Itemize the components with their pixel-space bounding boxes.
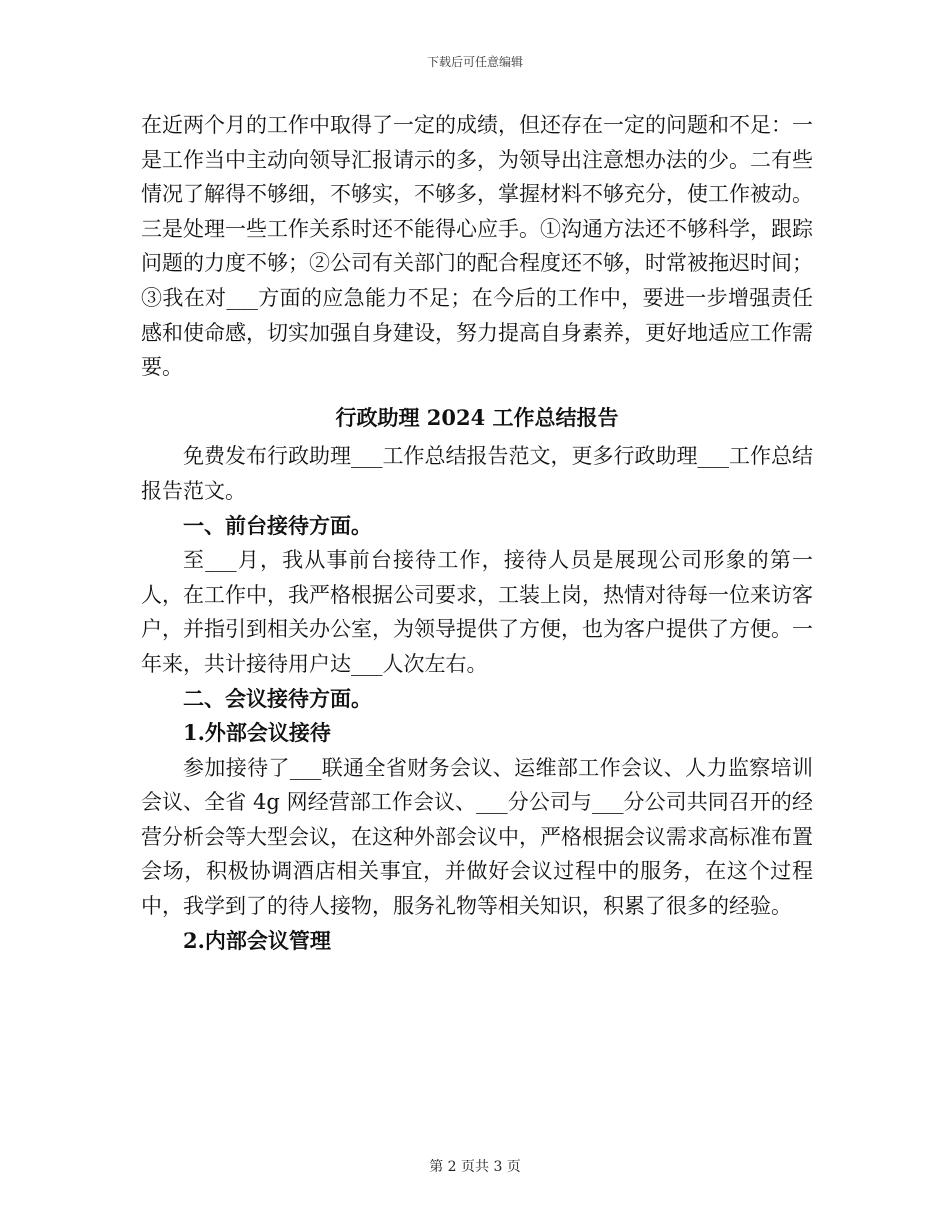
section-paragraph-reception: 至___月，我从事前台接待工作，接待人员是展现公司形象的第一人，在工作中，我严格根据公司要求，工装上岗，热情对待每一位来访客户，并指引到相关办公室，为领导提供了方便，也为客户提供了方便。一年来，共计接待用户达___人次左右。 xyxy=(141,548,813,676)
document-body xyxy=(141,108,813,958)
page-header-note: 下载后可任意编辑 xyxy=(426,55,523,69)
section-heading-reception: 一、前台接待方面。 xyxy=(183,512,372,538)
subsection-paragraph-external-meetings: 参加接待了___联通全省财务会议、运维部工作会议、人力监察培训会议、全省 4g 网经营部工作会议、___分公司与___分公司共同召开的经营分析会等大型会议，在这种外部会议中，严格根据会议需求高标准布置会场，积极协调酒店相关事宜，并做好会议过程中的服务，在这个过程中，我学到了的待人接物，服务礼物等相关知识，积累了很多的经验。 xyxy=(141,755,813,919)
page-number-indicator: 第 2 页共 3 页 xyxy=(429,1159,521,1175)
document-title: 行政助理 2024 工作总结报告 xyxy=(335,404,619,430)
subsection-heading-external-meetings: 1.外部会议接待 xyxy=(183,720,331,746)
intro-paragraph: 在近两个月的工作中取得了一定的成绩，但还存在一定的问题和不足：一是工作当中主动向领导汇报请示的多，为领导出注意想办法的少。二有些情况了解得不够细，不够实，不够多，掌握材料不够充分，使工作被动。三是处理一些工作关系时还不能得心应手。①沟通方法还不够科学，跟踪问题的力度不够；②公司有关部门的配合程度还不够，时常被拖迟时间；③我在对___方面的应急能力不足；在今后的工作中，要进一步增强责任感和使命感，切实加强自身建设，努力提高自身素养，更好地适应工作需要。 xyxy=(141,113,813,380)
subsection-heading-internal-meetings: 2.内部会议管理 xyxy=(183,927,331,953)
lead-paragraph: 免费发布行政助理___工作总结报告范文，更多行政助理___工作总结报告范文。 xyxy=(141,444,813,503)
section-heading-meetings: 二、会议接待方面。 xyxy=(183,685,372,711)
